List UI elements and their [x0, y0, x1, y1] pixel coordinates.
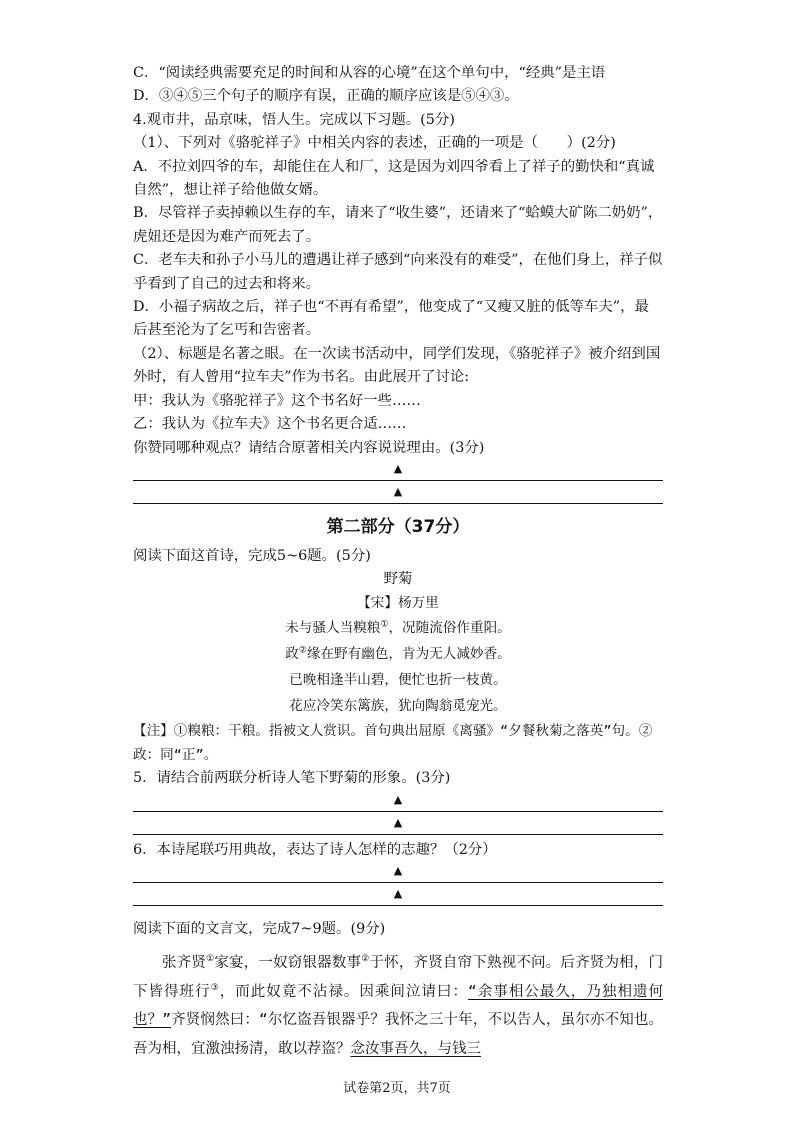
question-4-ask: 你赞同哪种观点？请结合原著相关内容说说理由。(3分) — [133, 439, 485, 456]
answer-marker: ▲ — [393, 484, 403, 498]
poem-line: 政②缘在野有幽色，肯为无人减妙香。 — [285, 645, 511, 663]
poem-body — [133, 615, 663, 719]
poem-title: 野菊 — [383, 571, 413, 588]
question-4-option-b: B．尽管祥子卖掉赖以生存的车，请来了“收生婆”，还请来了“蛤蟆大矿陈二奶奶”，虎妞还是因为难产而死去了。 — [133, 205, 663, 245]
question-6: 6．本诗尾联巧用典故，表达了诗人怎样的志趣？（2分） — [133, 841, 497, 858]
poem-line: 未与骚人当糗粮①，况随流俗作重阳。 — [285, 619, 511, 637]
answer-line[interactable] — [133, 483, 663, 506]
viewpoint-yi: 乙：我认为《拉车夫》这个书名更合适…… — [133, 416, 407, 433]
page-footer: 试卷第2页，共7页 — [343, 1081, 451, 1096]
answer-line[interactable] — [133, 460, 663, 483]
poem-line: 花应冷笑东篱族，犹向陶翁觅宠光。 — [289, 698, 507, 715]
answer-line[interactable] — [133, 885, 663, 908]
question-4-option-d: D．小福子病故之后，祥子也“不再有希望”，他变成了“又瘦又脏的低等车夫”，最后甚至沦为了乞丐和告密者。 — [133, 299, 649, 339]
answer-rule — [133, 480, 663, 481]
answer-rule — [133, 811, 663, 812]
poem-intro: 阅读下面这首诗，完成5~6题。(5分) — [133, 547, 371, 564]
question-5: 5．请结合前两联分析诗人笔下野菊的形象。(3分) — [133, 770, 451, 787]
answer-line[interactable] — [133, 791, 663, 814]
answer-marker: ▲ — [393, 886, 403, 900]
answer-marker: ▲ — [393, 863, 403, 877]
question-4-intro: 4.观市井，品京味，悟人生。完成以下习题。(5分) — [133, 111, 455, 128]
part-2-title: 第二部分（37分） — [326, 516, 470, 537]
viewpoint-jia: 甲：我认为《骆驼祥子》这个书名好一些…… — [133, 392, 421, 409]
poem-line: 已晚相逢半山碧，便忙也折一枝黄。 — [289, 672, 507, 689]
answer-rule — [133, 834, 663, 835]
prose-intro: 阅读下面的文言文，完成7~9题。(9分) — [133, 920, 386, 937]
underlined-sentence: “余事相公最久，乃独相遗何也？” — [133, 983, 664, 1029]
answer-rule — [133, 882, 663, 883]
answer-marker: ▲ — [393, 792, 403, 806]
question-4-option-a: A．不拉刘四爷的车，却能住在人和厂，这是因为刘四爷看上了祥子的勤快和“真诚自然”，想让祥子给他做女婿。 — [133, 158, 655, 199]
poem-author: 【宋】杨万里 — [357, 594, 439, 611]
question-4-option-c: C．老车夫和孙子小马儿的遭遇让祥子感到“向来没有的难受”，在他们身上，祥子似乎看到了自己的过去和将来。 — [133, 252, 663, 292]
classical-prose: 张齐贤①家宴，一奴窃银器数事②于怀，齐贤自帘下熟视不问。后齐贤为相，门下皆得班行③，而此奴竟不沾禄。因乘间泣请曰：“余事相公最久，乃独相遗何也？”齐贤悯然曰：“尔忆盗吾银器乎？我怀之三十年，不以告人，虽尔亦不知也。吾为相，宜激浊扬清，敢以荐盗？念汝事吾久，与钱三 — [133, 954, 664, 1057]
answer-line[interactable] — [133, 862, 663, 885]
answer-marker: ▲ — [393, 815, 403, 829]
underlined-sentence: 念汝事吾久，与钱三 — [350, 1040, 481, 1057]
page-content — [133, 62, 663, 1063]
question-4-sub2: （2）、标题是名著之眼。在一次读书活动中，同学们发现，《骆驼祥子》被介绍到国外时，有人曾用“拉车夫”作为书名。由此展开了讨论: — [133, 345, 661, 386]
option-d: D．③④⑤三个句子的顺序有误，正确的顺序应该是⑤④③。 — [133, 88, 519, 105]
answer-rule — [133, 905, 663, 906]
option-c: C．“阅读经典需要充足的时间和从容的心境”在这个单句中，“经典”是主语 — [133, 65, 606, 81]
answer-marker: ▲ — [393, 461, 403, 475]
question-4-sub1: （1）、下列对《骆驼祥子》中相关内容的表述，正确的一项是（ ）(2分) — [133, 135, 616, 152]
answer-line[interactable] — [133, 814, 663, 837]
answer-rule — [133, 503, 663, 504]
poem-note: 【注】①糗粮：干粮。指被文人赏识。首句典出屈原《离骚》“夕餐秋菊之落英”句。②政：同“正”。 — [133, 723, 653, 764]
